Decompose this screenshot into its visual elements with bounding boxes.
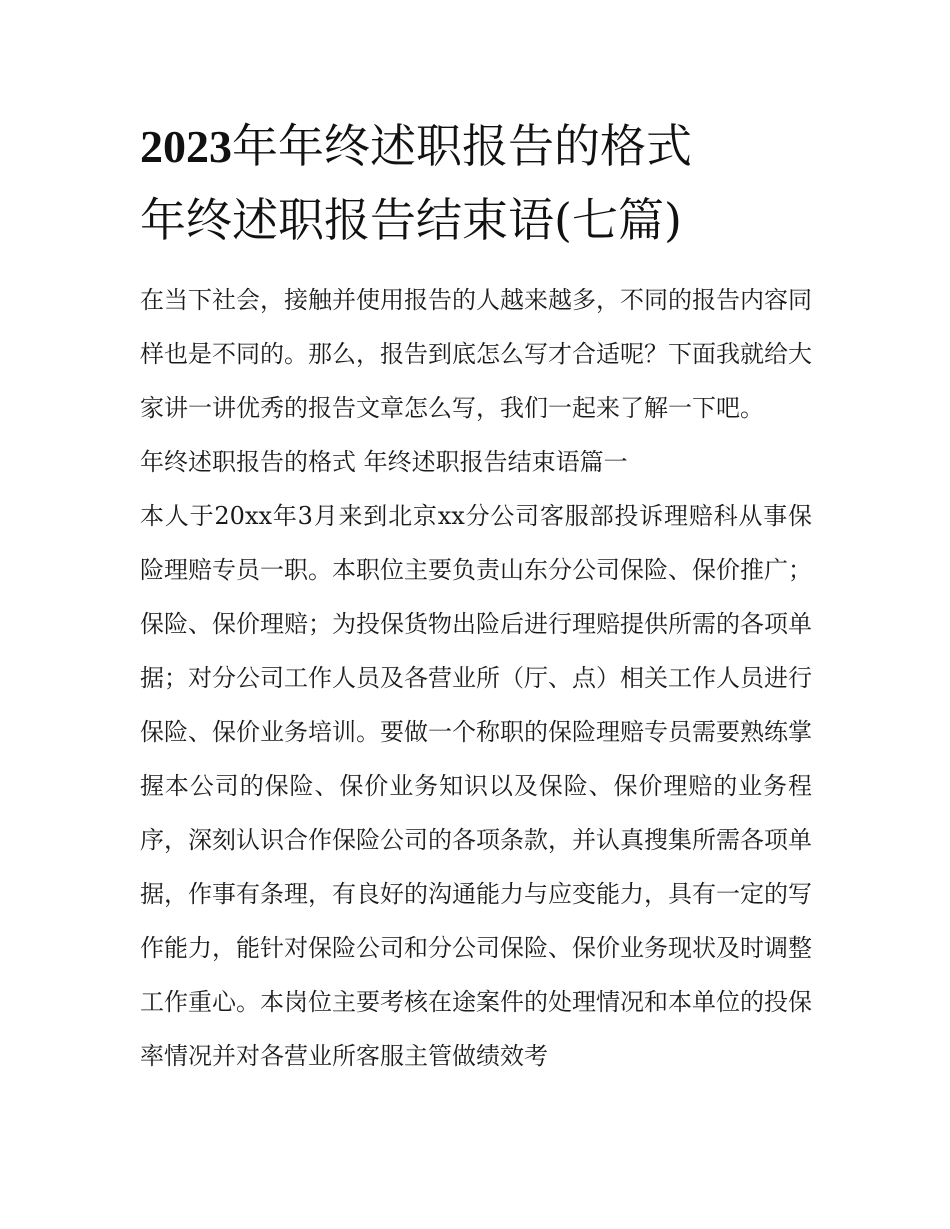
title-line-1-text: 年年终述职报告的格式 — [232, 119, 692, 173]
intro-paragraph: 在当下社会，接触并使用报告的人越来越多，不同的报告内容同样也是不同的。那么，报告到底怎么写才合适呢？下面我就给大家讲一讲优秀的报告文章怎么写，我们一起来了解一下吧。 — [140, 286, 812, 422]
document-title-line-1 — [140, 118, 840, 175]
section-paragraph: 本人于20xx年3月来到北京xx分公司客服部投诉理赔科从事保险理赔专员一职。本职位主要负责山东分公司保险、保价推广；保险、保价理赔；为投保货物出险后进行理赔提供所需的各项单据；对分公司工作人员及各营业所（厅、点）相关工作人员进行保险、保价业务培训。要做一个称职的保险理赔专员需要熟练掌握本公司的保险、保价业务知识以及保险、保价理赔的业务程序，深刻认识合作保险公司的各项条款，并认真搜集所需各项单据，作事有条理，有良好的沟通能力与应变能力，具有一定的写作能力，能针对保险公司和分公司保险、保价业务现状及时调整工作重心。本岗位主要考核在途案件的处理情况和本单位的投保率情况并对各营业所客服主管做绩效考 — [140, 502, 812, 1070]
section-heading: 年终述职报告的格式 年终述职报告结束语篇一 — [140, 448, 628, 476]
document-body — [140, 273, 812, 1083]
title-year: 2023 — [140, 121, 232, 172]
document-title-line-2: 年终述职报告结束语(七篇) — [140, 193, 682, 247]
